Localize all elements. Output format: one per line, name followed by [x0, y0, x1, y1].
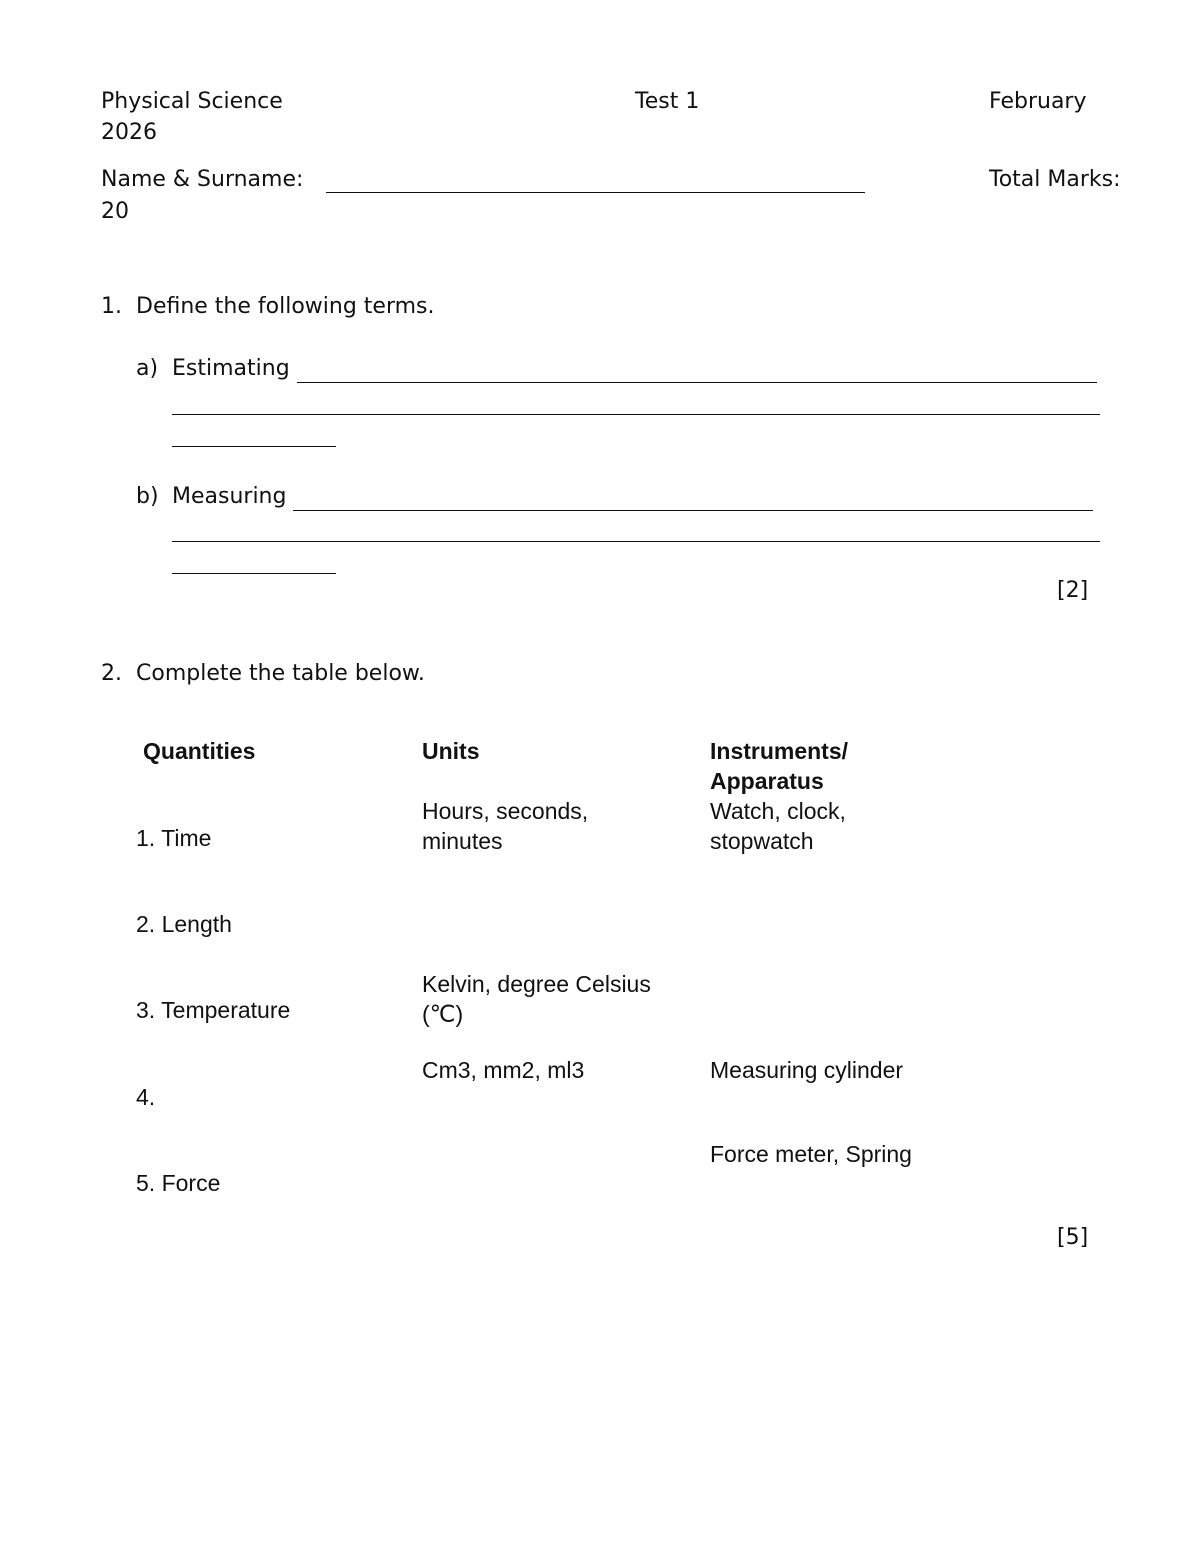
term-b-answer-line-2[interactable]: [172, 541, 1100, 542]
question-1-marks: [2]: [1057, 578, 1089, 603]
total-marks-label: Total Marks:: [989, 167, 1121, 192]
term-a-answer-line-3[interactable]: [172, 446, 336, 447]
table-row-4-instrument: Measuring cylinder: [710, 1057, 904, 1083]
question-1-prompt: Define the following terms.: [136, 294, 435, 319]
test-year: 2026: [101, 120, 157, 145]
table-row-5-instrument: Force meter, Spring: [710, 1141, 912, 1167]
question-2-marks: [5]: [1057, 1225, 1089, 1250]
table-row-1-instrument-line-2: stopwatch: [710, 828, 814, 854]
table-header-quantities: Quantities: [143, 738, 256, 764]
table-header-apparatus: Apparatus: [710, 768, 824, 794]
table-row-4-quantity: 4.: [136, 1084, 156, 1110]
table-row-4-units: Cm3, mm2, ml3: [422, 1057, 585, 1083]
subject-title: Physical Science: [101, 89, 283, 114]
term-a-answer-line-2[interactable]: [172, 414, 1100, 415]
test-title: Test 1: [635, 89, 700, 114]
table-row-1-quantity: 1. Time: [136, 825, 212, 851]
table-row-3-units-line-1: Kelvin, degree Celsius: [422, 971, 651, 997]
table-row-2-quantity: 2. Length: [136, 911, 232, 937]
term-b-answer-line-1[interactable]: [293, 510, 1093, 511]
term-a-answer-line-1[interactable]: [297, 382, 1097, 383]
name-label: Name & Surname:: [101, 167, 304, 192]
table-row-5-quantity: 5. Force: [136, 1170, 221, 1196]
term-b-label: Measuring: [172, 484, 287, 509]
term-b-answer-line-3[interactable]: [172, 573, 336, 574]
table-header-instruments: Instruments/: [710, 738, 849, 764]
table-row-3-units-line-2: (℃): [422, 1001, 464, 1027]
term-a-letter: a): [136, 356, 159, 381]
question-2-number: 2.: [101, 661, 122, 686]
table-row-1-units-line-1: Hours, seconds,: [422, 798, 589, 824]
term-a-label: Estimating: [172, 356, 290, 381]
table-row-1-instrument-line-1: Watch, clock,: [710, 798, 846, 824]
table-row-1-units-line-2: minutes: [422, 828, 503, 854]
table-row-3-quantity: 3. Temperature: [136, 997, 291, 1023]
total-marks-value: 20: [101, 199, 129, 224]
name-answer-line[interactable]: [326, 192, 865, 193]
question-2-prompt: Complete the table below.: [136, 661, 425, 686]
table-header-units: Units: [422, 738, 480, 764]
test-month: February: [989, 89, 1087, 114]
question-1-number: 1.: [101, 294, 122, 319]
term-b-letter: b): [136, 484, 159, 509]
